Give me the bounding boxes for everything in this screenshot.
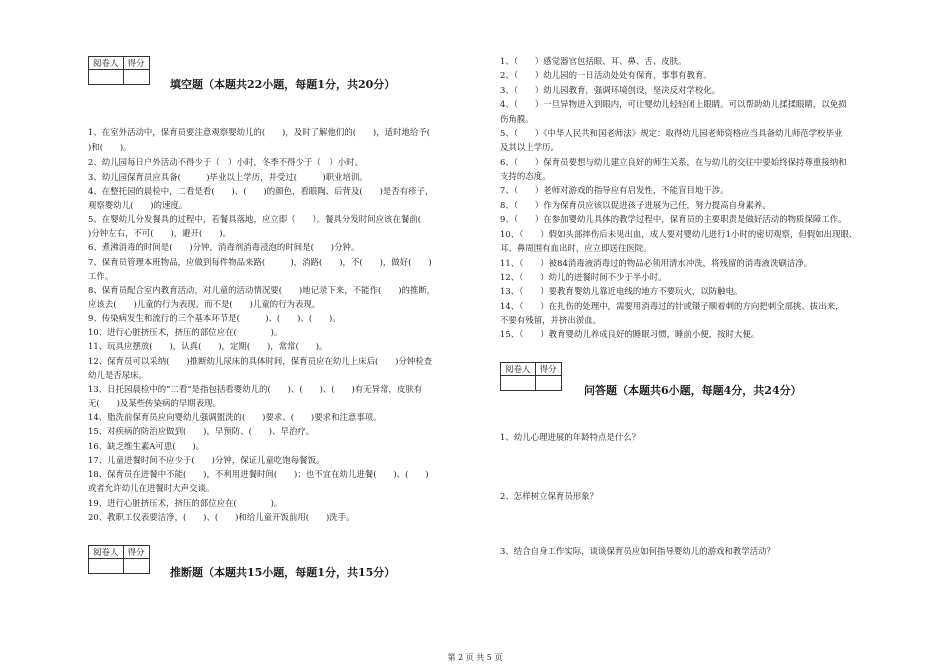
fill-line: 16、缺乏维生素A可患( )。 (88, 441, 205, 451)
fill-section-title: 填空题（本题共22小题，每题1分，共20分） (170, 78, 396, 91)
fill-line: 工作。 (88, 271, 114, 281)
judge-line: 耳、鼻周围有血出时，应立即送往医院。 (500, 243, 652, 253)
qa-question: 1、幼儿心理进展的年龄特点是什么？ (500, 432, 641, 442)
fill-line: 3、幼儿园保育员应具备( )毕业以上学历，并受过( )职业培训。 (88, 172, 368, 182)
fill-line: 应该去( )儿童的行为表现，而不是( )儿童的行为表现。 (88, 299, 321, 309)
score-cell[interactable] (123, 70, 149, 85)
judge-line: 11、（ ）被84消毒液消毒过的物品必须用清水冲洗，将残留的消毒液洗刷洁净。 (500, 258, 813, 268)
judge-line: 4、（ ）一旦异物进入到眼内，可让婴幼儿轻轻闭上眼睛。可以帮助幼儿揉揉眼睛，以免损 (500, 99, 847, 109)
score-label: 得分 (123, 57, 149, 70)
judge-line: 6、（ ）保育员要想与幼儿建立良好的师生关系，在与幼儿的交往中要始终保持尊重接纳和 (500, 157, 847, 167)
judge-line: 9、（ ）在参加婴幼儿具体的教学过程中，保育员的主要职责是做好活动的物质保障工作。 (500, 214, 847, 224)
fill-line: 7、保育员管理本班物品，应做到每件物品来路( )，消路( )，不( )，做好( ) (88, 257, 432, 267)
judge-line: 14、（ ）在扎伤的处理中，需要用消毒过的针或镊子顺着刺的方向把刺全部挑、拔出来， (500, 301, 844, 311)
fill-score-box (88, 56, 150, 85)
fill-line: 无( )及某些传染病的早期表现。 (88, 398, 222, 408)
judge-section-title: 推断题（本题共15小题，每题1分，共15分） (170, 566, 396, 579)
fill-line: 2、幼儿园每日户外活动不得少于（ ）小时，冬季不得少于（ ）小时。 (88, 157, 363, 167)
fill-line: 或者允许幼儿在进餐时大声交谈。 (88, 483, 215, 493)
score-cell[interactable] (535, 376, 561, 391)
fill-line: 17、儿童进餐时间不应少于( )分钟，保证儿童吃饱每餐饭。 (88, 455, 325, 465)
fill-line: 13、日托园晨检中的“二看”是指包括看婴幼儿的( )、( )、( )有无异常，皮肤有 (88, 384, 423, 394)
score-label: 得分 (535, 363, 561, 376)
judge-line: 5、（ ）《中华人民共和国老师法》规定：取得幼儿园老师资格应当具备幼儿师范学校毕业 (500, 128, 843, 138)
score-cell[interactable] (123, 559, 149, 574)
qa-section-title: 问答题（本题共6小题，每题4分，共24分） (584, 384, 802, 397)
reviewer-cell[interactable] (89, 559, 124, 574)
fill-line: 5、在婴幼儿分发餐具的过程中，若餐具落地，应立即（ ）。餐具分发时间应该在餐前( (88, 214, 438, 224)
reviewer-label: 阅卷人 (501, 363, 536, 376)
reviewer-cell[interactable] (89, 70, 124, 85)
fill-line: 幼儿是否尿床。 (88, 370, 147, 380)
fill-line: 18、保育员在进餐中不能( )，不利用进餐时间( )；也不宜在幼儿进餐( )、( ) (88, 469, 429, 479)
judge-line: 8、（ ）作为保育员应该以促进孩子进展为己任，努力提高自身素养。 (500, 200, 771, 210)
fill-line: 8、保育员配合室内教育活动，对儿童的活动情况要( )地记录下来，不能作( )的推断， (88, 285, 436, 295)
judge-line: 支持的态度。 (500, 171, 551, 181)
fill-line: 15、对疾病的防治应做到( )，早预防、( )、早治疗。 (88, 426, 315, 436)
judge-line: 及其以上学历。 (500, 142, 559, 152)
fill-line: 12、保育员可以采纳( )推断幼儿尿床的具体时间，保育员应在幼儿上床后( )分钟检查 (88, 356, 433, 366)
qa-score-box (500, 362, 562, 391)
judge-line: 12、（ ）幼儿的进餐时间不少于半小时。 (500, 272, 667, 282)
judge-line: 7、（ ）老师对游戏的指导应有启发性，不能盲目地干涉。 (500, 185, 729, 195)
judge-line: 2、（ ）幼儿园的一日活动处处有保育，事事有教育。 (500, 70, 712, 80)
judge-line: 15、（ ）教育婴幼儿养成良好的睡眠习惯，睡前小便，按时大便。 (500, 329, 760, 339)
fill-line: 19、进行心脏挤压术，挤压的部位应在( )。 (88, 498, 283, 508)
fill-line: 14、脂洗前保育员应向婴幼儿强调盥洗的( )要求、( )要求和注意事项。 (88, 412, 382, 422)
judge-line: 1、（ ）感觉器官包括眼、耳、鼻、舌、皮肤。 (500, 56, 687, 66)
judge-line: 13、（ ）要教育婴幼儿靠近电线的地方不要玩火，以防触电。 (500, 286, 743, 296)
fill-line: 6、煮沸消毒的时间是( )分钟，消毒剂消毒浸泡的时间是( )分钟。 (88, 242, 360, 252)
reviewer-cell[interactable] (501, 376, 536, 391)
judge-score-box (88, 545, 150, 574)
fill-line: 11、玩具应摆放( )，认真( )，定期( )，常常( )。 (88, 341, 328, 351)
fill-line: 9、传染病发生和流行的三个基本环节是( )、( )、( )。 (88, 313, 341, 323)
fill-line: 20、教职工仪表要洁净，( )、( )和给儿童开饭前用( )洗手。 (88, 512, 355, 522)
judge-line: 不要有残留，并挤出淤血。 (500, 315, 602, 325)
judge-line: 10、（ ）假如头部摔伤后未见出血，成人要对婴幼儿进行1小时的密切观察，但假如出现眼、 (500, 229, 858, 239)
fill-line: 4、在整托园的晨检中，二看是看( )、( )的颜色，看眼陶、后背及( )是否有疹子， (88, 186, 434, 196)
qa-question: 3、结合自身工作实际，谈谈保育员应如何指导婴幼儿的游戏和教学活动？ (500, 546, 775, 556)
judge-line: 3、（ ）幼儿园教育，强调环境创设，坚决反对学校化。 (500, 85, 721, 95)
judge-line: 伤角膜。 (500, 114, 534, 124)
fill-line: )分钟左右，不可( )，避开( )。 (88, 228, 231, 238)
page-footer: 第 2 页 共 5 页 (447, 653, 503, 662)
reviewer-label: 阅卷人 (89, 546, 124, 559)
reviewer-label: 阅卷人 (89, 57, 124, 70)
fill-line: 1、在室外活动中，保育员要注意观察婴幼儿的( )，及时了解他们的( )，适时地给予( (88, 127, 431, 137)
score-label: 得分 (123, 546, 149, 559)
qa-question: 2、怎样树立保育员形象？ (500, 491, 599, 501)
fill-line: 10、进行心脏挤压术，挤压的部位应在( )。 (88, 327, 283, 337)
fill-line: )和( )。 (88, 142, 132, 152)
fill-line: 观察婴幼儿( )的速度。 (88, 200, 188, 210)
